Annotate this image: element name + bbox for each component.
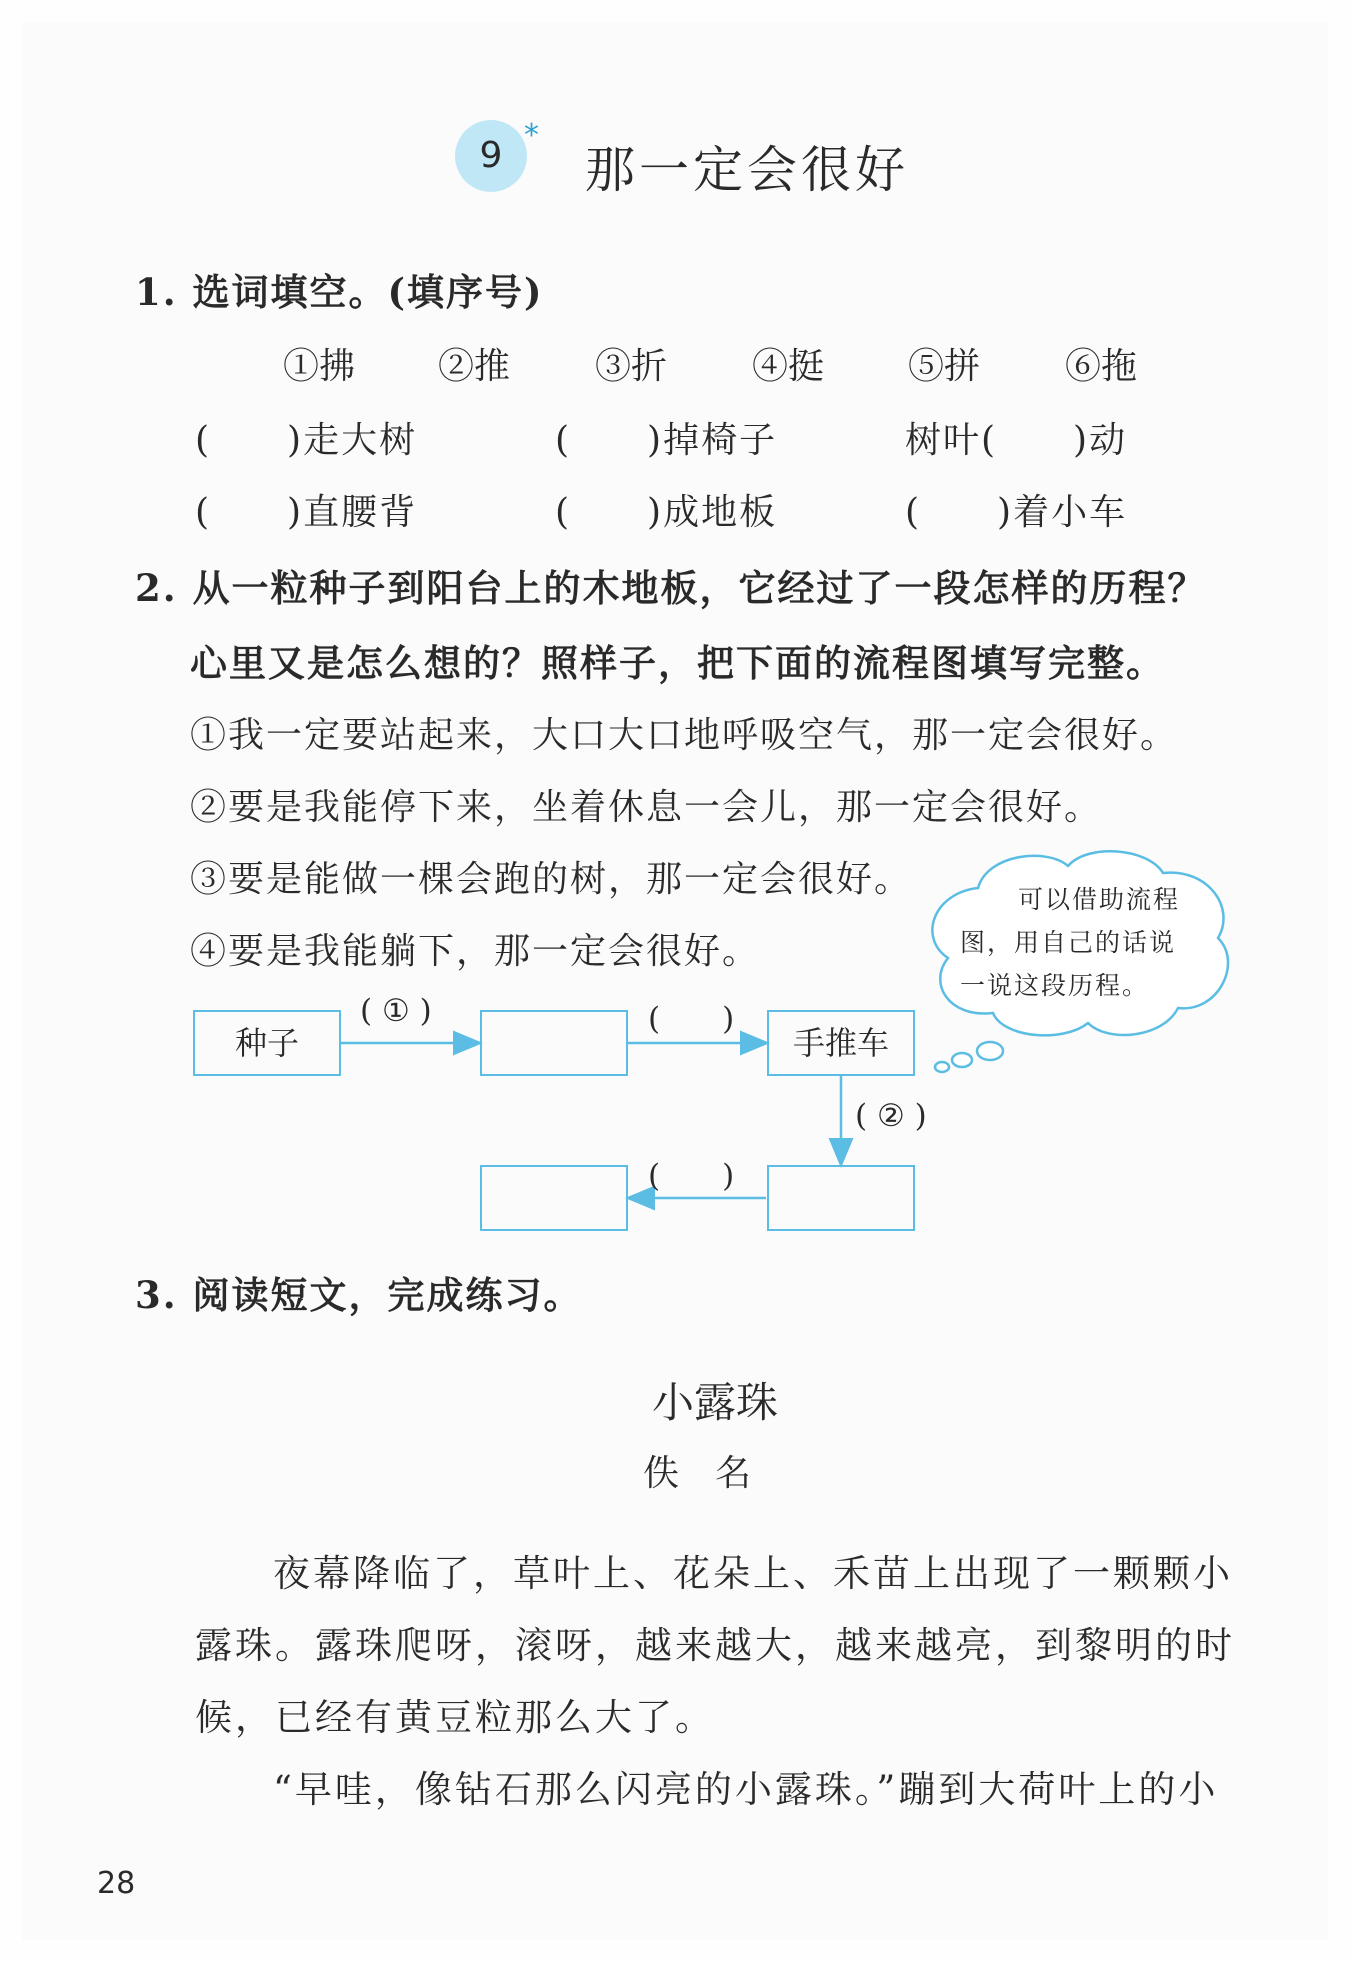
flow-box-wheelbarrow: 手推车 bbox=[767, 1010, 915, 1076]
q1-blank-item[interactable]: 树叶( )动 bbox=[905, 420, 1128, 461]
q1-option: ④挺 bbox=[752, 346, 825, 387]
lesson-number: 9 bbox=[479, 135, 503, 176]
q1-option: ②推 bbox=[438, 346, 511, 387]
story-title: 小露珠 bbox=[651, 1378, 778, 1427]
q1-heading: 1. 选词填空。(填序号) bbox=[135, 270, 544, 314]
cloud-text-line: 可以借助流程 bbox=[1018, 885, 1181, 914]
q2-heading-line2: 心里又是怎么想的？照样子，把下面的流程图填写完整。 bbox=[190, 641, 1165, 685]
q3-heading: 3. 阅读短文，完成练习。 bbox=[135, 1273, 583, 1317]
flow-label: ( ① ) bbox=[360, 993, 432, 1029]
cloud-text-line: 一说这段历程。 bbox=[960, 971, 1150, 1000]
q2-item: ③要是能做一棵会跑的树，那一定会很好。 bbox=[190, 859, 913, 900]
page-number: 28 bbox=[97, 1866, 136, 1901]
q2-item: ①我一定要站起来，大口大口地呼吸空气，那一定会很好。 bbox=[190, 715, 1179, 756]
flow-label[interactable]: ( ) bbox=[648, 1001, 735, 1037]
cloud-text-line: 图，用自己的话说 bbox=[960, 928, 1177, 957]
optional-star: * bbox=[524, 118, 539, 153]
q1-blank-item[interactable]: ( )走大树 bbox=[195, 420, 418, 461]
page-title: 那一定会很好 bbox=[585, 141, 909, 199]
q1-blank-item[interactable]: ( )着小车 bbox=[905, 492, 1128, 533]
flow-box-blank[interactable] bbox=[480, 1010, 628, 1076]
flow-box-seed: 种子 bbox=[193, 1010, 341, 1076]
q2-item: ②要是我能停下来，坐着休息一会儿，那一定会很好。 bbox=[190, 787, 1103, 828]
story-paragraph: 夜幕降临了，草叶上、花朵上、禾苗上出现了一颗颗小露珠。露珠爬呀，滚呀，越来越大，越来越亮，到黎明的时候，已经有黄豆粒那么大了。 bbox=[195, 1552, 1235, 1739]
q1-option: ⑤拼 bbox=[908, 346, 981, 387]
q1-blank-item[interactable]: ( )直腰背 bbox=[195, 492, 418, 533]
story-paragraph: “早哇，像钻石那么闪亮的小露珠。”蹦到大荷叶上的小 bbox=[273, 1768, 1219, 1811]
q1-blank-item[interactable]: ( )成地板 bbox=[555, 492, 778, 533]
flow-box-blank[interactable] bbox=[480, 1165, 628, 1231]
story-author: 佚名 bbox=[642, 1453, 787, 1494]
q1-option: ①拂 bbox=[283, 346, 356, 387]
q2-item: ④要是我能躺下，那一定会很好。 bbox=[190, 931, 761, 972]
q1-option: ⑥拖 bbox=[1065, 346, 1138, 387]
q1-option: ③折 bbox=[595, 346, 668, 387]
q2-heading-line1: 2. 从一粒种子到阳台上的木地板，它经过了一段怎样的历程？ bbox=[135, 566, 1207, 610]
flow-label[interactable]: ( ) bbox=[648, 1158, 735, 1194]
q1-blank-item[interactable]: ( )掉椅子 bbox=[555, 420, 778, 461]
flow-label: ( ② ) bbox=[855, 1098, 927, 1134]
flow-box-blank[interactable] bbox=[767, 1165, 915, 1231]
